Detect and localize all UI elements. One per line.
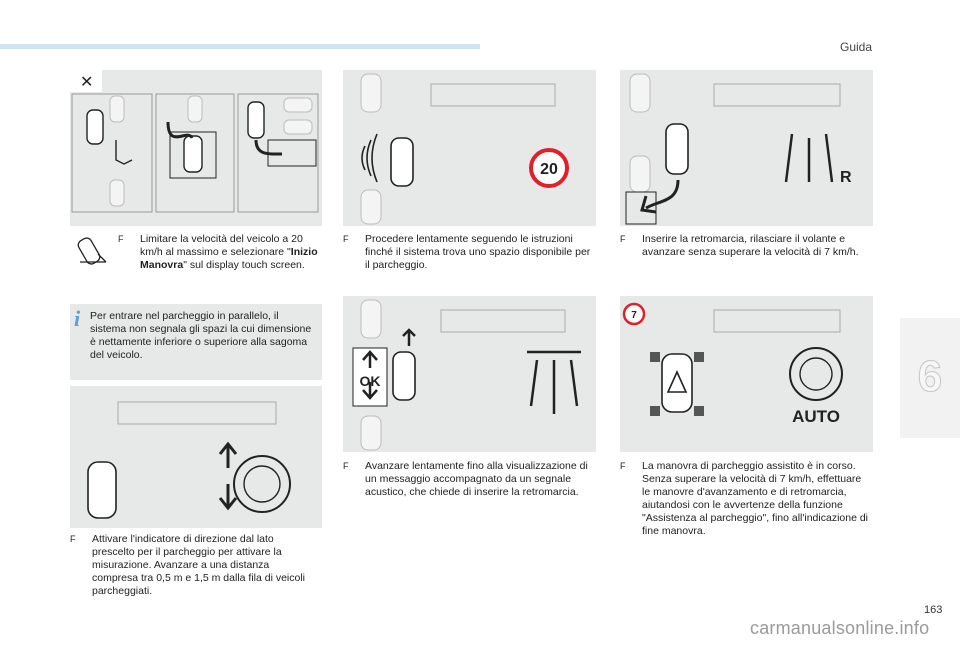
reverse-label: R (840, 169, 852, 186)
step-5-text: F Inserire la retromarcia, rilasciare il volante e avanzare senza superare la velocità di 7 km/h. (620, 233, 859, 258)
section-title: Guida (840, 40, 873, 54)
step-6-text: F La manovra di parcheggio assistito è in corso. Senza superare la velocità di 7 km/h, effettuare le manovre d'avanzamento e di retromarcia, aiutandosi con le avvertenze della funzione "Assistenza al parcheggio", fino all'indicazione di fine manovra. (620, 460, 869, 537)
header-accent-bar (0, 44, 480, 49)
info-icon: i (74, 306, 81, 331)
info-note (70, 304, 322, 380)
watermark: carmanualsonline.info (750, 618, 930, 638)
illustration-parking-modes (70, 70, 322, 226)
illustration-indicator (70, 386, 322, 528)
step-4-text: F Avanzare lentamente fino alla visualizzazione di un messaggio accompagnato da un segnale acustico, che chiede di inserire la retromarcia. (343, 460, 588, 498)
page-number: 163 (924, 604, 943, 616)
illustration-space-found (343, 296, 596, 452)
info-note-text: Per entrare nel parcheggio in parallelo, il sistema non segnala gli spazi la cui dimensione è nettamente inferiore o superiore alla sagoma del veicolo. (90, 310, 312, 361)
illustration-reverse (620, 70, 873, 226)
illustration-speed-limit (343, 70, 596, 226)
close-icon: ✕ (80, 72, 94, 91)
step-badge: 7 (631, 310, 637, 321)
auto-label: AUTO (792, 407, 840, 426)
ok-label: OK (359, 373, 381, 389)
speed-sign: 20 (540, 161, 558, 178)
step-1-text: F Limitare la velocità del veicolo a 20 km/h al massimo e selezionare "Inizio Manovra" sul display touch screen. (118, 233, 318, 271)
step-3-text: F Procedere lentamente seguendo le istruzioni finché il sistema trova uno spazio disponibile per il parcheggio. (343, 233, 591, 271)
car-speed-icon (76, 234, 110, 268)
illustration-auto-parking (620, 296, 873, 452)
step-2-text: F Attivare l'indicatore di direzione dal lato prescelto per il parcheggio per attivare la misurazione. Avanzare a una distanza compresa tra 0,5 m e 1,5 m dalla fila di veicoli parcheggiati. (70, 533, 306, 597)
chapter-number: 6 (917, 352, 943, 401)
chapter-tab (900, 318, 960, 438)
